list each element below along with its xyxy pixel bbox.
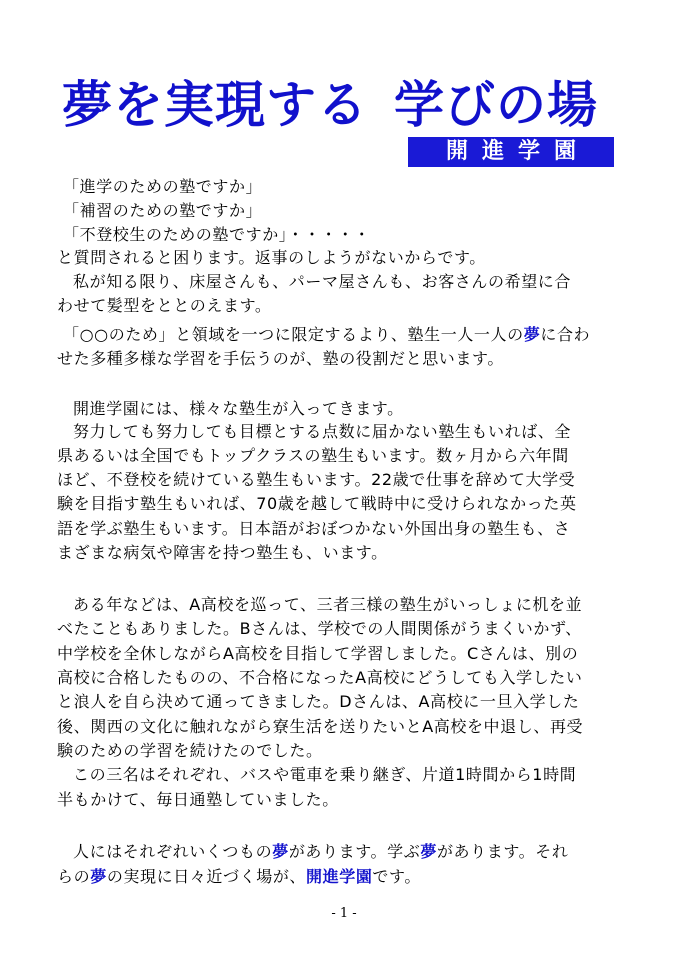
title-part-2: 学びの場: [394, 76, 598, 134]
text-line: 「補習のための塾ですか」: [63, 201, 263, 220]
text-line: 私が知る限り、床屋さんも、パーマ屋さんも、お客さんの希望に合: [73, 272, 572, 291]
text-line: 開進学園には、様々な塾生が入ってきます。: [73, 399, 404, 418]
text-line: 語を学ぶ塾生もいます。日本語がおぼつかない外国出身の塾生も、さ: [57, 519, 571, 538]
dream-highlight: 夢: [420, 842, 437, 861]
text-segment: 「○○のため」と領域を一つに限定するより、塾生一人一人の: [63, 325, 524, 344]
text-line: 験のための学習を続けたのでした。: [57, 741, 323, 760]
text-line: と浪人を自ら決めて通ってきました。Dさんは、A高校に一旦入学した: [57, 692, 580, 711]
text-line: [63, 321, 643, 348]
school-name-badge: 開進学園: [408, 137, 614, 167]
dream-highlight: 夢: [272, 842, 289, 861]
text-segment: に合わ: [540, 325, 591, 344]
text-segment: の実現に日々近づく場が、: [106, 867, 307, 886]
text-line: [73, 838, 653, 865]
text-segment: があります。学ぶ: [288, 842, 421, 861]
text-line: 中学校を全休しながらA高校を目指して学習しました。Cさんは、別の: [57, 644, 579, 663]
text-line: [57, 863, 637, 890]
text-line: 努力しても努力しても目標とする点数に届かない塾生もいれば、全: [73, 422, 572, 441]
text-line: ある年などは、A高校を巡って、三者三様の塾生がいっしょに机を並: [73, 595, 583, 614]
page-title: [62, 74, 632, 136]
title-part-1: 夢を実現する: [62, 76, 368, 134]
text-line: 県あるいは全国でもトップクラスの塾生もいます。数ヶ月から六年間: [57, 446, 569, 465]
text-line: 半もかけて、毎日通塾していました。: [57, 790, 339, 809]
text-line: 験を目指す塾生もいれば、70歳を越して戦時中に受けられなかった英: [57, 494, 577, 513]
text-segment: 人にはそれぞれいくつもの: [73, 842, 273, 861]
text-line: べたこともありました。Bさんは、学校での人間関係がうまくいかず、: [57, 619, 582, 638]
text-line: 「進学のための塾ですか」: [63, 177, 263, 196]
text-segment: があります。それ: [436, 842, 569, 861]
text-line: わせて髪型をととのえます。: [57, 296, 272, 315]
text-line: 後、関西の文化に触れながら寮生活を送りたいとA高校を中退し、再受: [57, 717, 584, 736]
text-line: せた多種多様な学習を手伝うのが、塾の役割だと思います。: [57, 349, 504, 368]
text-segment: らの: [57, 867, 91, 886]
page-number: - 1 -: [331, 906, 357, 921]
text-line: この三名はそれぞれ、バスや電車を乗り継ぎ、片道1時間から1時間: [73, 765, 577, 784]
text-line: ほど、不登校を続けている塾生もいます。22歳で仕事を辞めて大学受: [57, 470, 576, 489]
dream-highlight: 夢: [90, 867, 107, 886]
text-segment: です。: [372, 867, 421, 886]
text-line: まざまな病気や障害を持つ塾生も、います。: [57, 543, 388, 562]
text-line: 高校に合格したものの、不合格になったA高校にどうしても入学したい: [57, 668, 583, 687]
text-line: 「不登校生のための塾ですか」・・・・・: [63, 225, 371, 244]
text-line: と質問されると困ります。返事のしようがないからです。: [57, 248, 486, 267]
school-name-highlight: 開進学園: [306, 867, 373, 886]
dream-highlight: 夢: [523, 325, 541, 344]
